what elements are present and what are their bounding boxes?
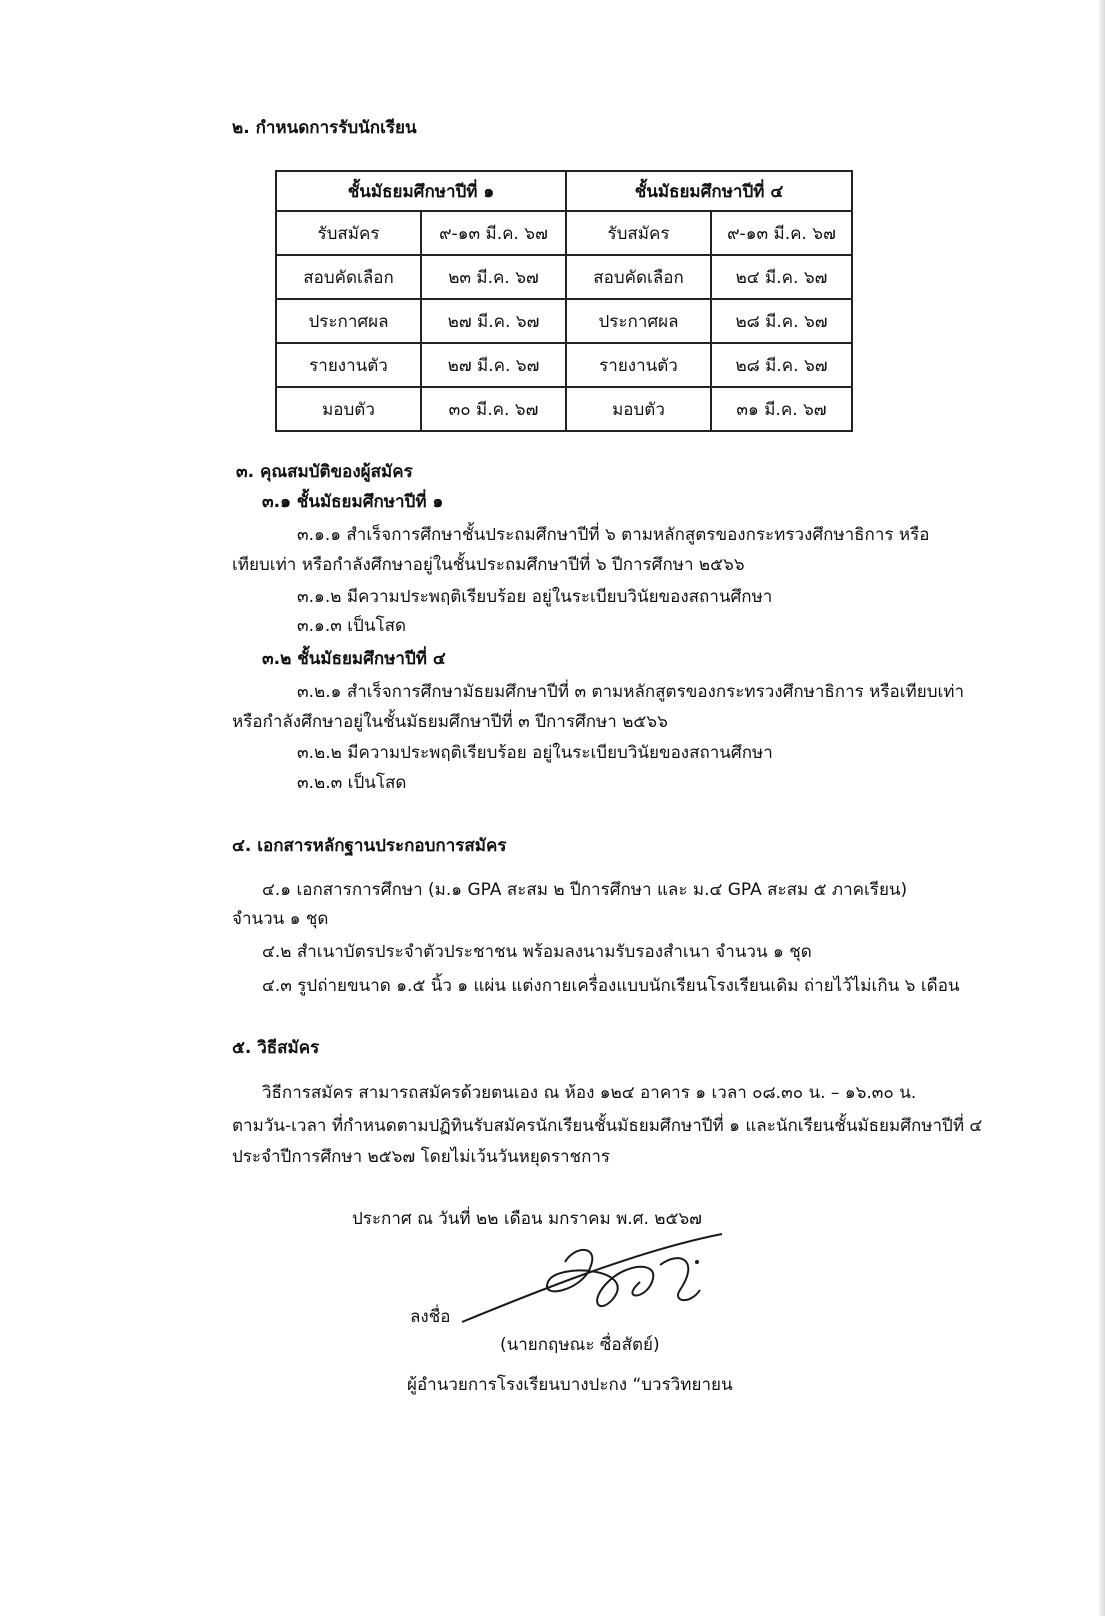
table-cell: รายงานตัว (276, 343, 421, 387)
item-3-2-1-line2: หรือกำลังศึกษาอยู่ในชั้นมัธยมศึกษาปีที่ ๓ ปีการศึกษา ๒๕๖๖ (232, 712, 668, 732)
item-3-1-2: ๓.๑.๒ มีความประพฤติเรียบร้อย อยู่ในระเบียบวินัยของสถานศึกษา (297, 587, 773, 607)
table-cell: สอบคัดเลือก (566, 255, 711, 299)
table-cell: มอบตัว (566, 387, 711, 431)
item-3-1-1-line2: เทียบเท่า หรือกำลังศึกษาอยู่ในชั้นประถมศึกษาปีที่ ๖ ปีการศึกษา ๒๕๖๖ (232, 555, 745, 575)
table-cell: สอบคัดเลือก (276, 255, 421, 299)
item-3-2-3: ๓.๒.๓ เป็นโสด (297, 773, 407, 793)
section-5-para-line2: ตามวัน-เวลา ที่กำหนดตามปฏิทินรับสมัครนักเรียนชั้นมัธยมศึกษาปีที่ ๑ และนักเรียนชั้นมัธยมศึกษาปีที่ ๔ (232, 1116, 983, 1136)
table-cell: ๓๑ มี.ค. ๖๗ (711, 387, 852, 431)
section-4-heading: ๔. เอกสารหลักฐานประกอบการสมัคร (232, 836, 507, 856)
table-cell: รับสมัคร (566, 211, 711, 255)
item-3-2-2: ๓.๒.๒ มีความประพฤติเรียบร้อย อยู่ในระเบียบวินัยของสถานศึกษา (297, 743, 773, 763)
table-header-m1: ชั้นมัธยมศึกษาปีที่ ๑ (276, 171, 566, 211)
table-cell: ประกาศผล (566, 299, 711, 343)
section-3-heading: ๓. คุณสมบัติของผู้สมัคร (236, 462, 413, 482)
item-4-1-line1: ๔.๑ เอกสารการศึกษา (ม.๑ GPA สะสม ๒ ปีการศึกษา และ ม.๔ GPA สะสม ๕ ภาคเรียน) (262, 880, 908, 900)
section-5-para-line1: วิธีการสมัคร สามารถสมัครด้วยตนเอง ณ ห้อง ๑๒๔ อาคาร ๑ เวลา ๐๘.๓๐ น. – ๑๖.๓๐ น. (262, 1083, 917, 1103)
table-cell: มอบตัว (276, 387, 421, 431)
section-5-para-line3: ประจำปีการศึกษา ๒๕๖๗ โดยไม่เว้นวันหยุดราชการ (232, 1147, 611, 1167)
item-4-2: ๔.๒ สำเนาบัตรประจำตัวประชาชน พร้อมลงนามรับรองสำเนา จำนวน ๑ ชุด (262, 942, 812, 962)
item-4-1-line2: จำนวน ๑ ชุด (232, 909, 329, 929)
sign-label: ลงชื่อ (410, 1307, 451, 1327)
signature-dot (695, 1260, 699, 1264)
table-cell: รับสมัคร (276, 211, 421, 255)
table-cell: ๒๔ มี.ค. ๖๗ (711, 255, 852, 299)
section-2-heading: ๒. กำหนดการรับนักเรียน (232, 118, 417, 138)
item-3-1-3: ๓.๑.๓ เป็นโสด (297, 616, 407, 636)
announce-date: ประกาศ ณ วันที่ ๒๒ เดือน มกราคม พ.ศ. ๒๕๖๗ (352, 1209, 702, 1229)
section-3-1-heading: ๓.๑ ชั้นมัธยมศึกษาปีที่ ๑ (262, 492, 444, 512)
table-cell: ประกาศผล (276, 299, 421, 343)
signer-position: ผู้อำนวยการโรงเรียนบางปะกง “บวรวิทยายน (407, 1375, 733, 1395)
table-cell: ๙-๑๓ มี.ค. ๖๗ (421, 211, 566, 255)
table-cell: ๒๘ มี.ค. ๖๗ (711, 299, 852, 343)
section-5-heading: ๕. วิธีสมัคร (232, 1038, 320, 1058)
table-cell: ๒๓ มี.ค. ๖๗ (421, 255, 566, 299)
table-header-m4: ชั้นมัธยมศึกษาปีที่ ๔ (566, 171, 852, 211)
table-cell: รายงานตัว (566, 343, 711, 387)
signature-scribble (547, 1250, 700, 1306)
table-cell: ๒๗ มี.ค. ๖๗ (421, 299, 566, 343)
table-cell: ๓๐ มี.ค. ๖๗ (421, 387, 566, 431)
table-cell: ๙-๑๓ มี.ค. ๖๗ (711, 211, 852, 255)
item-3-2-1-line1: ๓.๒.๑ สำเร็จการศึกษามัธยมศึกษาปีที่ ๓ ตามหลักสูตรของกระทรวงศึกษาธิการ หรือเทียบเท่า (297, 682, 965, 702)
item-3-1-1-line1: ๓.๑.๑ สำเร็จการศึกษาชั้นประถมศึกษาปีที่ ๖ ตามหลักสูตรของกระทรวงศึกษาธิการ หรือ (297, 525, 930, 545)
section-3-2-heading: ๓.๒ ชั้นมัธยมศึกษาปีที่ ๔ (262, 649, 446, 669)
table-cell: ๒๗ มี.ค. ๖๗ (421, 343, 566, 387)
item-4-3: ๔.๓ รูปถ่ายขนาด ๑.๕ นิ้ว ๑ แผ่น แต่งกายเครื่องแบบนักเรียนโรงเรียนเดิม ถ่ายไว้ไม่เกิน ๖ เดือน (262, 976, 960, 996)
signature-stroke (462, 1234, 722, 1322)
signer-name: (นายกฤษณะ ซื่อสัตย์) (500, 1335, 660, 1355)
table-cell: ๒๘ มี.ค. ๖๗ (711, 343, 852, 387)
